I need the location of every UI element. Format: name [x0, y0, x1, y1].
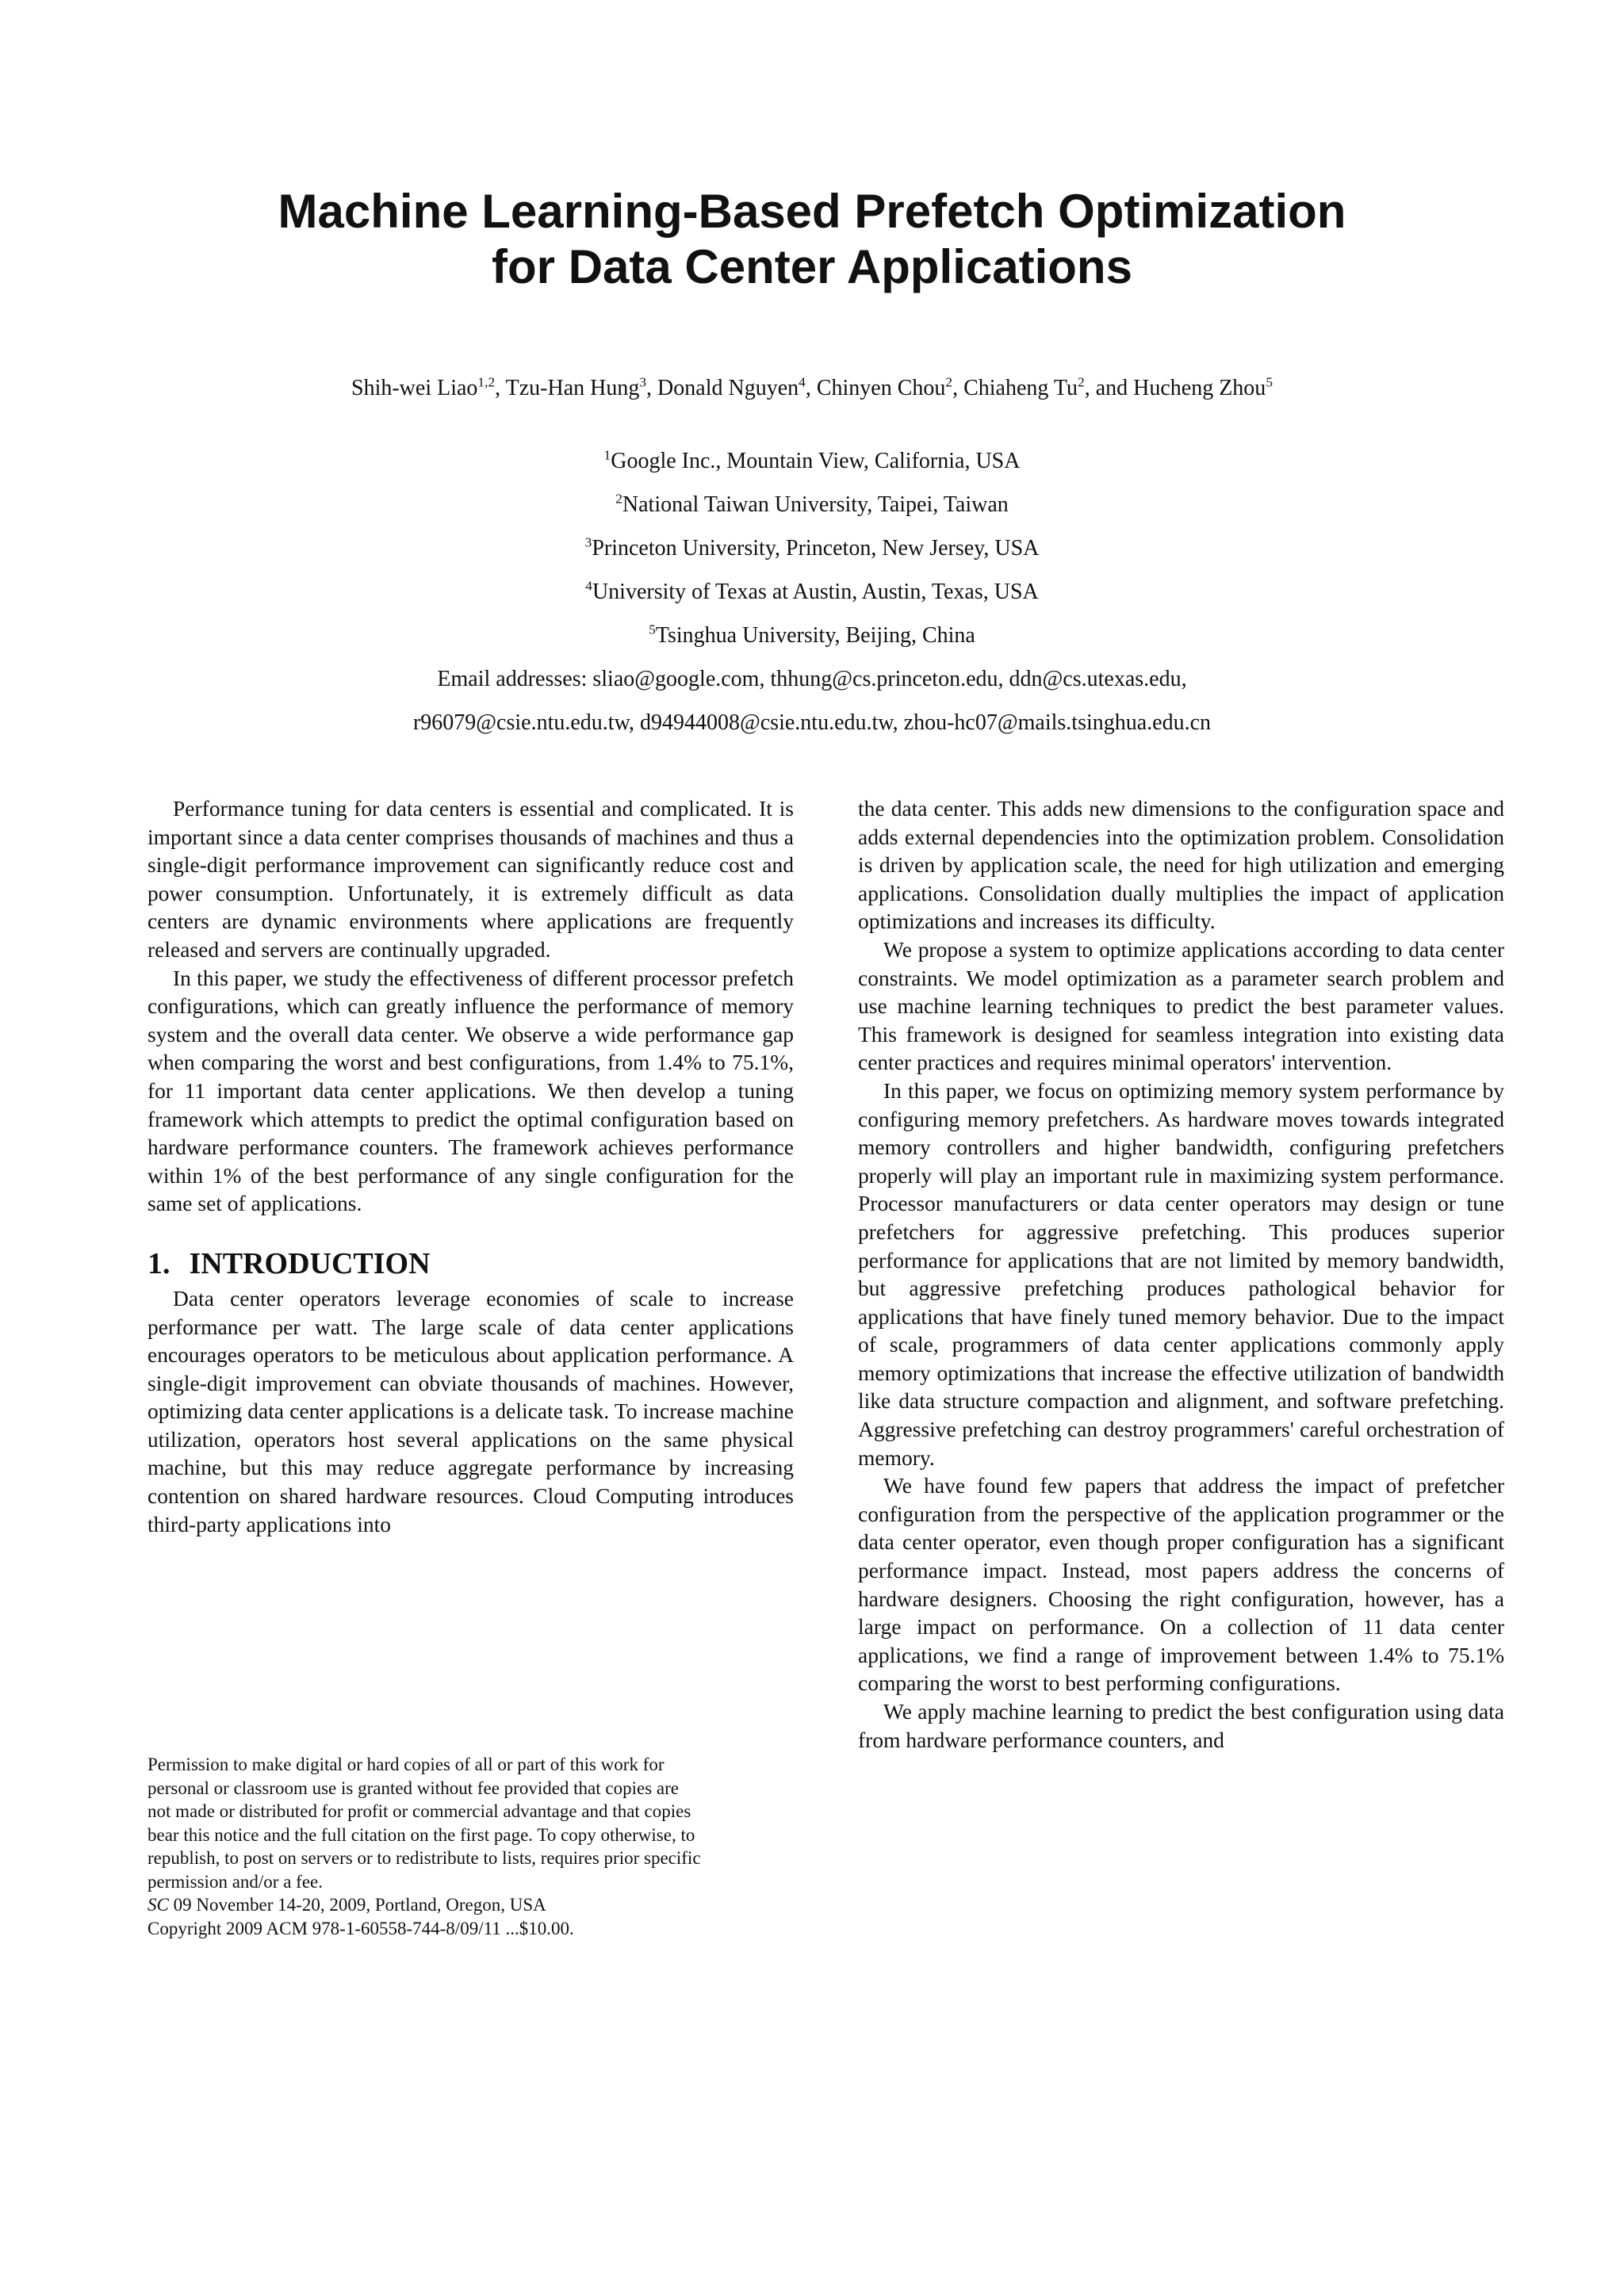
section-number: 1.: [147, 1246, 170, 1280]
introduction-paragraph-continued: the data center. This adds new dimensions to the configuration space and adds external dependencies into the optimization problem. Consolidation is driven by application scale, the need for high utilization and emerging applications. Consolidation dually multiplies the impact of application optimizations and increases its difficulty.: [858, 796, 1504, 934]
abstract-paragraph-1: Performance tuning for data centers is essential and complicated. It is important since a data center comprises thousands of machines and thus a single-digit performance improvement can significantly reduce cost and power consumption. Unfortunately, it is extremely difficult as data centers are dynamic environments where applications are frequently released and servers are continually upgraded.: [147, 796, 794, 962]
affiliation: $^3$Princeton University, Princeton, New Jersey, USA: [584, 534, 1040, 561]
author: Hucheng Zhou$^5$: [1133, 374, 1273, 400]
affiliations: [0, 439, 1624, 744]
right-column: [858, 794, 1504, 1754]
permission-line: permission and/or a fee.: [147, 1871, 323, 1892]
abstract-paragraph-2: In this paper, we study the effectiveness of different processor prefetch configurations, which can greatly influence the performance of memory system and the overall data center. We observe a wide performance gap when comparing the worst and best configurations, from 1.4% to 75.1%, for 11 important data center applications. We then develop a tuning framework which attempts to predict the optimal configuration based on hardware performance counters. The framework achieves performance within 1% of the best performance of any single configuration for the same set of applications.: [147, 965, 794, 1216]
permission-notice: [147, 1753, 794, 1940]
email-addresses-line-2: r96079@csie.ntu.edu.tw, d94944008@csie.ntu.edu.tw, zhou-hc07@mails.tsinghua.edu.cn: [412, 710, 1212, 735]
affiliation: $^1$Google Inc., Mountain View, California, USA: [603, 447, 1021, 473]
introduction-paragraph-4: We have found few papers that address the impact of prefetcher configuration from the perspective of the application programmer or the data center operator, even though proper configuration has a significant performance impact. Instead, most papers address the concerns of hardware designers. Choosing the right configuration, however, has a large impact on performance. On a collection of 11 data center applications, we find a range of improvement between 1.4% to 75.1% comparing the worst to best performing configurations.: [858, 1473, 1504, 1696]
permission-line: Permission to make digital or hard copies of all or part of this work for: [147, 1755, 665, 1774]
introduction-paragraph-5: We apply machine learning to predict the best configuration using data from hardware performance counters, and: [858, 1699, 1504, 1752]
introduction-paragraph-2: We propose a system to optimize applications according to data center constraints. We model optimization as a parameter search problem and use machine learning techniques to predict the best parameter values. This framework is designed for seamless integration into existing data center practices and requires minimal operators' intervention.: [858, 936, 1504, 1075]
paper-title: [0, 184, 1624, 295]
paper-title-line-1: Machine Learning-Based Prefetch Optimization: [278, 185, 1346, 238]
left-column: [147, 794, 794, 1538]
paper-title-line-2: for Data Center Applications: [492, 240, 1132, 293]
email-addresses-line-1: Email addresses: sliao@google.com, thhung@cs.princeton.edu, ddn@cs.utexas.edu,: [437, 667, 1187, 691]
permission-line: personal or classroom use is granted without fee provided that copies are: [147, 1777, 679, 1798]
conference-venue: SC 09 November 14-20, 2009, Portland, Oregon, USA: [147, 1895, 546, 1915]
author: Donald Nguyen$^4$,: [657, 374, 817, 400]
permission-line: republish, to post on servers or to redistribute to lists, requires prior specific: [147, 1848, 701, 1868]
section-heading-introduction: [147, 1246, 794, 1281]
permission-line: bear this notice and the full citation on the first page. To copy otherwise, to: [147, 1824, 695, 1845]
author-list: [0, 374, 1624, 403]
author: Shih-wei Liao$^{1,2}$,: [351, 374, 506, 400]
copyright-line: Copyright 2009 ACM 978-1-60558-744-8/09/11 ...$10.00.: [147, 1918, 574, 1938]
affiliation: $^5$Tsinghua University, Beijing, China: [649, 622, 975, 648]
section-title: INTRODUCTION: [189, 1246, 431, 1280]
affiliation: $^4$University of Texas at Austin, Austin, Texas, USA: [585, 578, 1039, 604]
affiliation: $^2$National Taiwan University, Taipei, Taiwan: [615, 491, 1009, 517]
introduction-paragraph-3: In this paper, we focus on optimizing memory system performance by configuring memory prefetchers. As hardware moves towards integrated memory controllers and higher bandwidth, configuring prefetchers properly will play an important rule in maximizing system performance. Processor manufacturers or data center operators may design or tune prefetchers for aggressive prefetching. This produces superior performance for applications that are not limited by memory bandwidth, but aggressive prefetching produces pathological behavior for applications that have finely tuned memory behavior. Due to the impact of scale, programmers of data center applications commonly apply memory optimizations that increase the effective utilization of bandwidth like data structure compaction and alignment, and software prefetching. Aggressive prefetching can destroy programmers' careful orchestration of memory.: [858, 1077, 1504, 1470]
author: Tzu-Han Hung$^3$,: [505, 374, 658, 400]
author: Chinyen Chou$^2$,: [816, 374, 964, 400]
introduction-paragraph-1: Data center operators leverage economies of scale to increase performance per watt. The large scale of data center applications encourages operators to be meticulous about application performance. A single-digit improvement can obviate thousands of machines. However, optimizing data center applications is a delicate task. To increase machine utilization, operators host several applications on the same physical machine, but this may reduce aggregate performance by increasing contention on shared hardware resources. Cloud Computing introduces third-party applications into: [147, 1285, 794, 1536]
permission-line: not made or distributed for profit or commercial advantage and that copies: [147, 1801, 691, 1821]
author: Chiaheng Tu$^2$, and: [963, 374, 1134, 400]
